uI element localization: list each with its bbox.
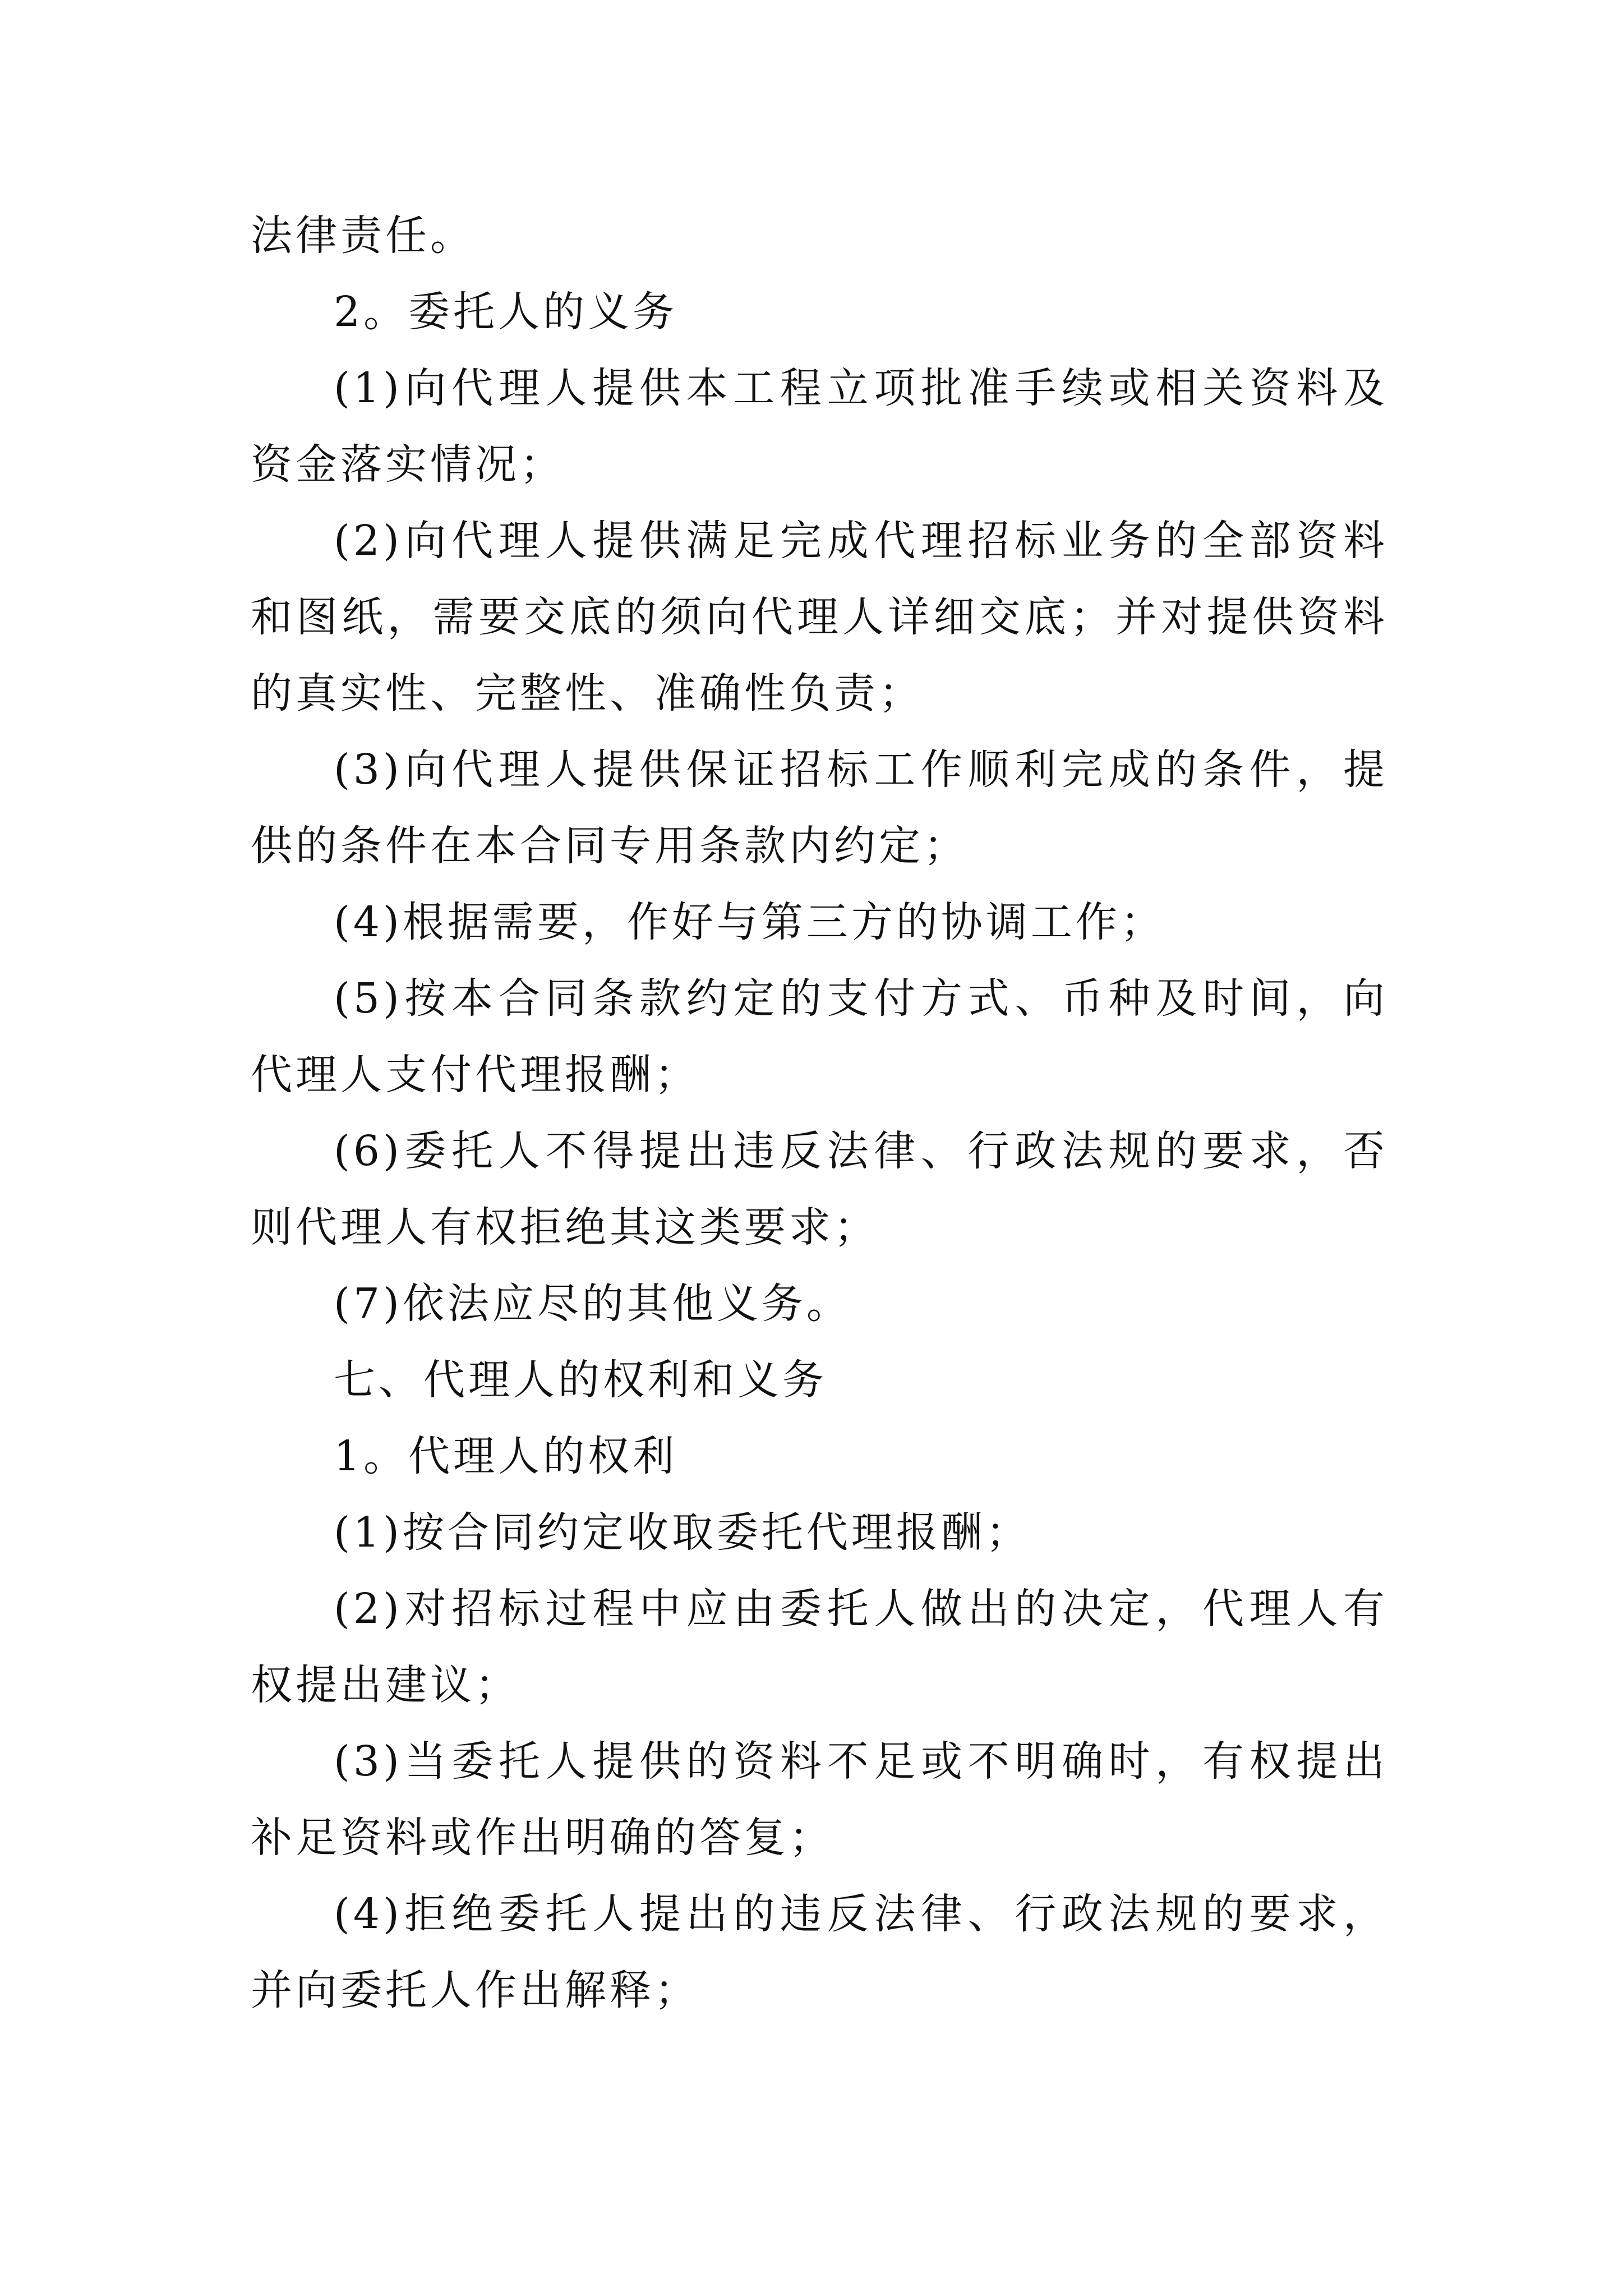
document-body [251, 197, 1388, 2028]
clause-item: (7)依法应尽的其他义务。 [334, 1280, 851, 1328]
clause-item: (1)按合同约定收取委托代理报酬； [334, 1508, 1031, 1557]
clause-item: (2)对招标过程中应由委托人做出的决定，代理人有权提出建议； [251, 1585, 1388, 1709]
clause-item: (6)委托人不得提出违反法律、行政法规的要求，否则代理人有权拒绝其这类要求； [251, 1127, 1388, 1251]
clause-item: (1)向代理人提供本工程立项批准手续或相关资料及资金落实情况； [251, 364, 1388, 489]
chapter-heading-agent-rights-obligations: 七、代理人的权利和义务 [334, 1356, 827, 1404]
clause-item: (3)当委托人提供的资料不足或不明确时，有权提出补足资料或作出明确的答复； [251, 1737, 1388, 1862]
clause-item: (2)向代理人提供满足完成代理招标业务的全部资料和图纸，需要交底的须向代理人详细交底；并对提供资料的真实性、完整性、准确性负责； [251, 517, 1388, 717]
clause-item: (3)向代理人提供保证招标工作顺利完成的条件，提供的条件在本合同专用条款内约定； [251, 746, 1388, 870]
clause-item: (4)根据需要，作好与第三方的协调工作； [334, 898, 1165, 946]
section-heading-agent-rights: 1。代理人的权利 [334, 1432, 678, 1480]
clause-item: (5)按本合同条款约定的支付方式、币种及时间，向代理人支付代理报酬； [251, 974, 1388, 1099]
paragraph-continuation: 法律责任。 [251, 211, 475, 260]
section-heading-client-obligations: 2。委托人的义务 [334, 288, 678, 336]
clause-item: (4)拒绝委托人提出的违反法律、行政法规的要求，并向委托人作出解释； [251, 1890, 1388, 2014]
